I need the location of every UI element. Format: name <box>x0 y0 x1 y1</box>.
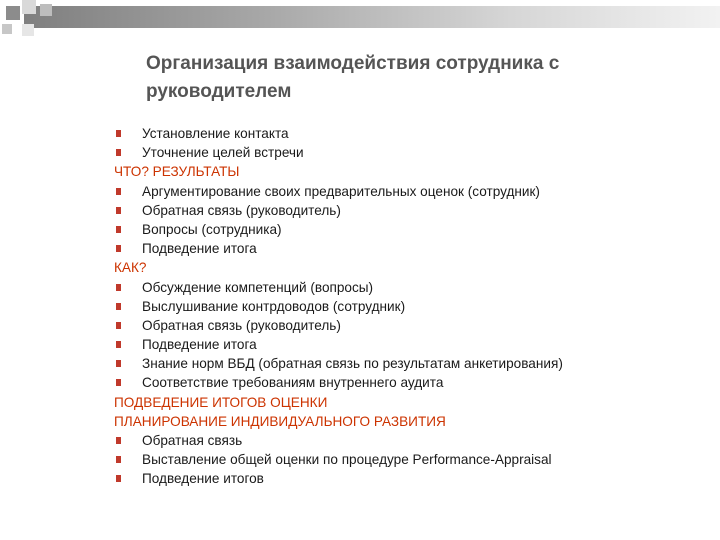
list-item-text: Обратная связь <box>142 433 243 448</box>
slide-title: Организация взаимодействия сотрудника с руководителем <box>146 53 560 102</box>
list-item <box>114 431 704 450</box>
list-item <box>114 335 704 354</box>
bullet-icon <box>116 475 121 482</box>
list-item <box>114 182 704 201</box>
list-item-text: Подведение итогов <box>142 471 264 487</box>
section-heading-text: ЧТО? РЕЗУЛЬТАТЫ <box>114 164 240 180</box>
list-item-text: Обратная связь (руководитель) <box>142 202 341 218</box>
list-item <box>114 124 704 143</box>
section-heading-text: КАК? <box>114 260 147 276</box>
bullet-icon <box>116 130 121 137</box>
bullet-icon <box>116 149 121 156</box>
section-heading-text: ПЛАНИРОВАНИЕ ИНДИВИДУАЛЬНОГО РАЗВИТИЯ <box>114 413 446 429</box>
list-item <box>114 373 704 392</box>
section-heading <box>114 393 704 412</box>
list-item-text: Выставление общей оценки по процедуре Performance-Appraisal <box>142 452 552 468</box>
section-heading <box>114 412 704 431</box>
list-item <box>114 278 704 297</box>
list-item <box>114 450 704 469</box>
list-item-text: Установление контакта <box>142 126 289 141</box>
section-heading-text: ПОДВЕДЕНИЕ ИТОГОВ ОЦЕНКИ <box>114 394 328 410</box>
bullet-icon <box>116 207 121 214</box>
header-gradient-bar <box>24 6 720 28</box>
list-item-text: Знание норм ВБД (обратная связь по результатам анкетирования) <box>142 356 563 372</box>
list-item <box>114 469 704 488</box>
list-item <box>114 220 704 239</box>
agenda-list <box>114 124 704 489</box>
bullet-icon <box>116 188 121 195</box>
bullet-icon <box>116 341 121 348</box>
list-item-text: Соответствие требованиям внутреннего аудита <box>142 375 444 391</box>
list-item <box>114 201 704 220</box>
list-item-text: Вопросы (сотрудника) <box>142 221 282 237</box>
list-item <box>114 316 704 335</box>
list-item-text: Уточнение целей встречи <box>142 145 304 161</box>
corner-square-light <box>22 0 36 14</box>
bullet-icon <box>116 437 121 444</box>
corner-square-mid <box>40 4 52 16</box>
bullet-icon <box>116 322 121 329</box>
bullet-icon <box>116 360 121 367</box>
list-item-text: Обратная связь (руководитель) <box>142 317 341 333</box>
list-item-text: Подведение итога <box>142 241 257 257</box>
list-item-text: Аргументирование своих предварительных оценок (сотрудник) <box>142 183 540 199</box>
section-heading <box>114 258 704 277</box>
list-item <box>114 239 704 258</box>
section-heading <box>114 162 704 181</box>
list-item <box>114 143 704 162</box>
list-item <box>114 297 704 316</box>
list-item-text: Подведение итога <box>142 337 257 353</box>
list-item-text: Выслушивание контрдоводов (сотрудник) <box>142 298 406 314</box>
corner-square-grey <box>2 24 12 34</box>
list-item-text: Обсуждение компетенций (вопросы) <box>142 279 374 295</box>
list-item <box>114 354 704 373</box>
bullet-icon <box>116 284 121 291</box>
bullet-icon <box>116 245 121 252</box>
corner-square-dark <box>6 6 20 20</box>
bullet-icon <box>116 303 121 310</box>
bullet-icon <box>116 456 121 463</box>
bullet-icon <box>116 226 121 233</box>
corner-square-small <box>22 24 34 36</box>
bullet-icon <box>116 379 121 386</box>
